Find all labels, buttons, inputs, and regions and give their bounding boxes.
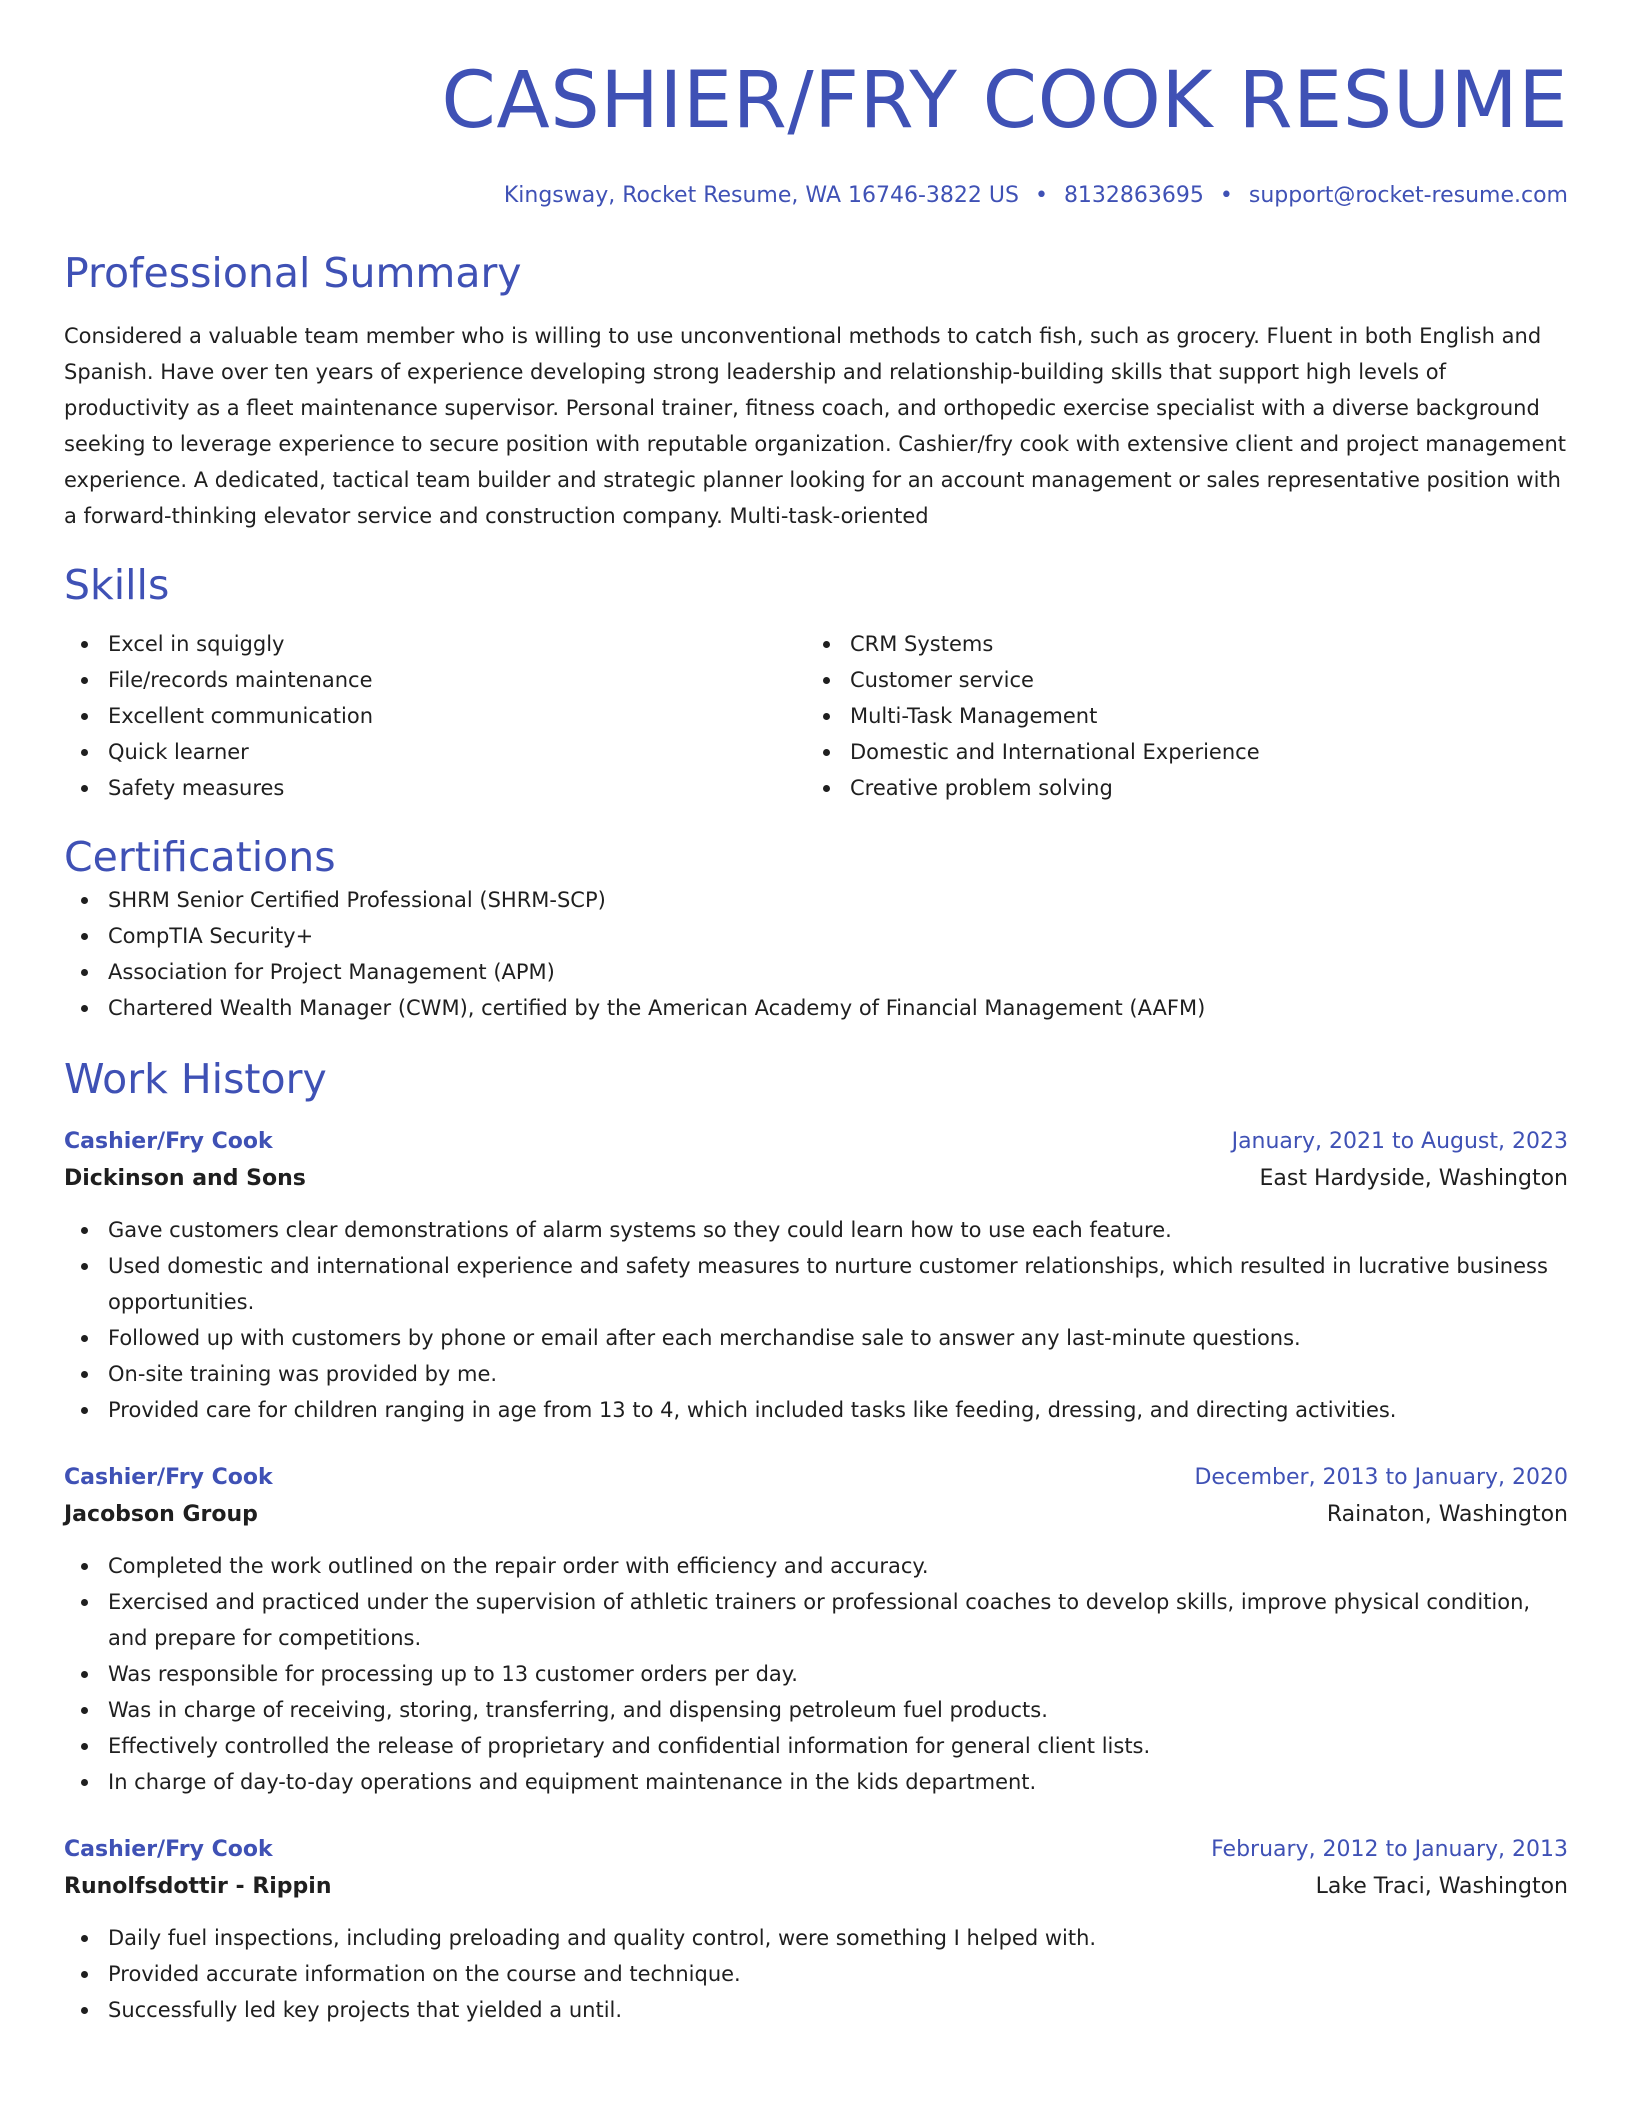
- job-duty: Was in charge of receiving, storing, transferring, and dispensing petroleum fuel products.: [64, 1692, 1568, 1728]
- job-duties-list: [64, 1920, 1568, 2028]
- contact-address: Kingsway, Rocket Resume, WA 16746-3822 US: [503, 183, 1019, 208]
- job-location: Lake Traci, Washington: [1315, 1874, 1568, 1899]
- job-company-row: [64, 1868, 1568, 1906]
- job-location: East Hardyside, Washington: [1259, 1166, 1568, 1191]
- contact-phone: 8132863695: [1063, 183, 1204, 208]
- job-duty: Exercised and practiced under the supervision of athletic trainers or professional coaches to develop skills, improve physical condition, and prepare for competitions.: [64, 1584, 1568, 1656]
- job-dates: December, 2013 to January, 2020: [1194, 1465, 1568, 1490]
- skill-item: Quick learner: [64, 734, 806, 770]
- job-company-row: [64, 1496, 1568, 1534]
- skill-item: Multi-Task Management: [806, 698, 1548, 734]
- skill-item: Creative problem solving: [806, 770, 1548, 806]
- work-history-heading: Work History: [64, 1055, 327, 1103]
- contact-separator: •: [1034, 183, 1048, 208]
- job-entry: [64, 1124, 1568, 1428]
- certification-item: Association for Project Management (APM): [64, 954, 1568, 990]
- skill-item: Excellent communication: [64, 698, 806, 734]
- certification-item: Chartered Wealth Manager (CWM), certified by the American Academy of Financial Management (AAFM): [64, 990, 1568, 1026]
- job-duty: Gave customers clear demonstrations of alarm systems so they could learn how to use each feature.: [64, 1212, 1568, 1248]
- skill-item: Safety measures: [64, 770, 806, 806]
- job-title: Cashier/Fry Cook: [64, 1837, 273, 1862]
- job-duty: Was responsible for processing up to 13 customer orders per day.: [64, 1656, 1568, 1692]
- skills-heading: Skills: [64, 561, 170, 609]
- job-title-row: [64, 1832, 1568, 1868]
- job-duty: On-site training was provided by me.: [64, 1356, 1568, 1392]
- contact-email: support@rocket-resume.com: [1248, 183, 1568, 208]
- job-duty: Completed the work outlined on the repair order with efficiency and accuracy.: [64, 1548, 1568, 1584]
- certification-item: SHRM Senior Certified Professional (SHRM-SCP): [64, 882, 1568, 918]
- summary-heading: Professional Summary: [64, 249, 522, 297]
- contact-separator: •: [1219, 183, 1233, 208]
- job-title-row: [64, 1124, 1568, 1160]
- contact-line: [64, 182, 1568, 210]
- skill-item: Excel in squiggly: [64, 626, 806, 662]
- summary-text: Considered a valuable team member who is willing to use unconventional methods to catch fish, such as grocery. Fluent in both English and Spanish. Have over ten years of experience developing strong leadership and relationship-building skills that support high levels of productivity as a fleet maintenance supervisor. Personal trainer, fitness coach, and orthopedic exercise specialist with a diverse background seeking to leverage experience to secure position with reputable organization. Cashier/fry cook with extensive client and project management experience. A dedicated, tactical team builder and strategic planner looking for an account management or sales representative position with a forward-thinking elevator service and construction company. Multi-task-oriented: [64, 324, 1566, 528]
- job-company: Dickinson and Sons: [64, 1166, 306, 1191]
- job-duty: Successfully led key projects that yielded a until.: [64, 1992, 1568, 2028]
- job-dates: January, 2021 to August, 2023: [1231, 1129, 1568, 1154]
- skills-columns: [64, 626, 1568, 806]
- job-entry: [64, 1460, 1568, 1800]
- job-duty: Followed up with customers by phone or email after each merchandise sale to answer any last-minute questions.: [64, 1320, 1568, 1356]
- job-duty: Provided accurate information on the course and technique.: [64, 1956, 1568, 1992]
- skill-item: CRM Systems: [806, 626, 1548, 662]
- certification-item: CompTIA Security+: [64, 918, 1568, 954]
- resume-page: [64, 0, 1568, 2028]
- job-duties-list: [64, 1212, 1568, 1428]
- job-duty: Used domestic and international experience and safety measures to nurture customer relationships, which resulted in lucrative business opportunities.: [64, 1248, 1568, 1320]
- skill-item: Customer service: [806, 662, 1548, 698]
- skill-item: File/records maintenance: [64, 662, 806, 698]
- job-duty: In charge of day-to-day operations and equipment maintenance in the kids department.: [64, 1764, 1568, 1800]
- certifications-heading: Certifications: [64, 833, 336, 881]
- job-dates: February, 2012 to January, 2013: [1211, 1837, 1568, 1862]
- job-duty: Provided care for children ranging in age from 13 to 4, which included tasks like feeding, dressing, and directing activities.: [64, 1392, 1568, 1428]
- job-duties-list: [64, 1548, 1568, 1800]
- skills-list-left: [64, 626, 806, 806]
- job-entry: [64, 1832, 1568, 2028]
- job-title: Cashier/Fry Cook: [64, 1465, 273, 1490]
- certifications-list: [64, 882, 1568, 1026]
- job-title-row: [64, 1460, 1568, 1496]
- resume-title: CASHIER/FRY COOK RESUME: [441, 56, 1568, 146]
- job-location: Rainaton, Washington: [1326, 1502, 1568, 1527]
- job-company-row: [64, 1160, 1568, 1198]
- job-duty: Daily fuel inspections, including preloading and quality control, were something I helped with.: [64, 1920, 1568, 1956]
- job-title: Cashier/Fry Cook: [64, 1129, 273, 1154]
- job-company: Runolfsdottir - Rippin: [64, 1874, 332, 1899]
- skill-item: Domestic and International Experience: [806, 734, 1548, 770]
- skills-list-right: [806, 626, 1548, 806]
- job-company: Jacobson Group: [64, 1502, 258, 1527]
- job-duty: Effectively controlled the release of proprietary and confidential information for general client lists.: [64, 1728, 1568, 1764]
